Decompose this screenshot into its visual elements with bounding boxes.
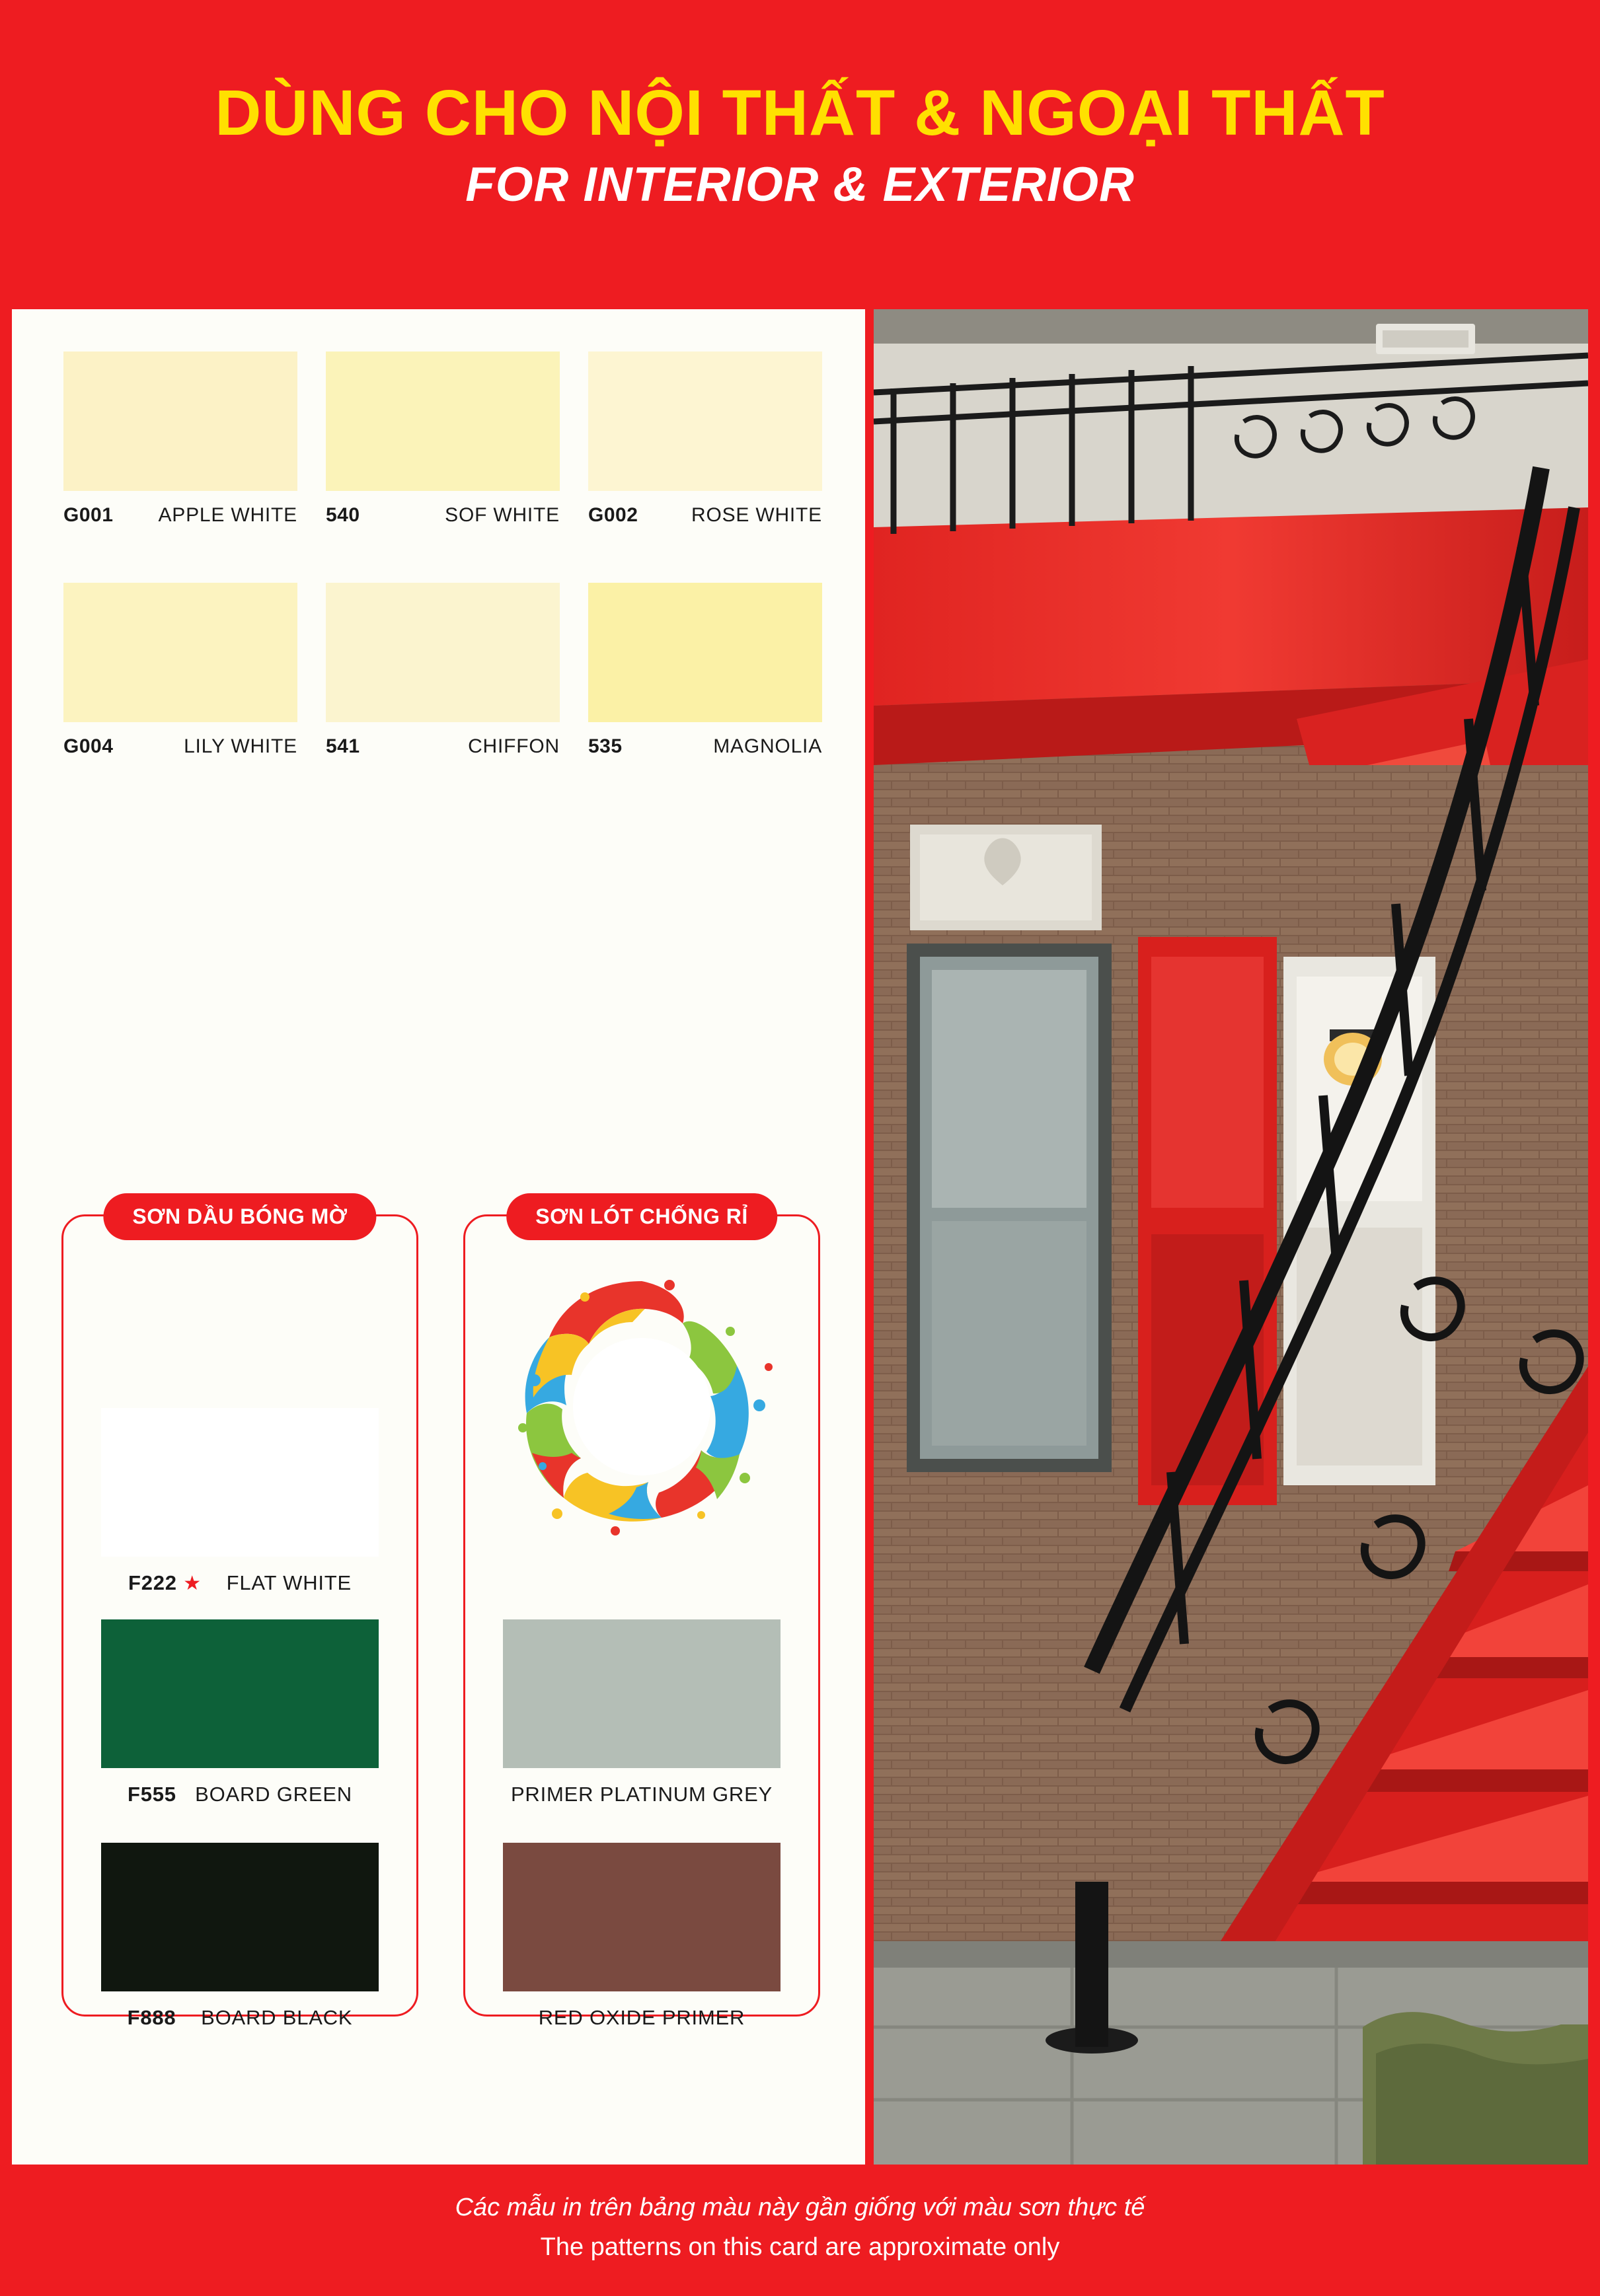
swatch-labels bbox=[326, 504, 560, 531]
product-name: RED OXIDE PRIMER bbox=[538, 2006, 745, 2029]
swatch-cell[interactable] bbox=[63, 583, 324, 762]
paint-splash-icon bbox=[503, 1268, 781, 1545]
swatch-labels bbox=[588, 504, 822, 531]
swatch-name: MAGNOLIA bbox=[713, 735, 822, 757]
product-chip bbox=[503, 1619, 781, 1768]
swatch-labels bbox=[63, 504, 297, 531]
product-name: BOARD GREEN bbox=[195, 1783, 352, 1806]
swatch-chip bbox=[326, 583, 560, 722]
footer-note-vi: Các mẫu in trên bảng màu này gần giống với màu sơn thực tế bbox=[455, 2194, 1145, 2221]
product-code: F555 bbox=[127, 1783, 176, 1806]
product-label bbox=[101, 1783, 379, 1806]
swatch-name: LILY WHITE bbox=[184, 735, 297, 757]
product-name: FLAT WHITE bbox=[226, 1571, 352, 1594]
product-item[interactable] bbox=[101, 1408, 379, 1595]
product-item[interactable] bbox=[503, 1843, 781, 2030]
swatch-name: APPLE WHITE bbox=[158, 504, 297, 526]
swatch-code: G001 bbox=[63, 504, 114, 526]
swatch-chip bbox=[63, 583, 297, 722]
swatch-labels bbox=[588, 735, 822, 762]
swatch-row bbox=[63, 352, 822, 583]
product-label bbox=[101, 1571, 379, 1595]
page-footer bbox=[0, 2165, 1600, 2296]
product-code: F888 bbox=[127, 2006, 176, 2029]
product-chip bbox=[101, 1619, 379, 1768]
swatch-code: 541 bbox=[326, 735, 360, 757]
star-icon: ★ bbox=[183, 1573, 202, 1594]
swatch-code: 535 bbox=[588, 735, 623, 757]
swatch-cell[interactable] bbox=[326, 583, 586, 762]
swatch-cell[interactable] bbox=[326, 352, 586, 531]
swatch-cell[interactable] bbox=[588, 583, 849, 762]
product-code: F222 bbox=[128, 1571, 177, 1594]
product-chip bbox=[101, 1843, 379, 1991]
product-boxes bbox=[61, 1191, 828, 2029]
swatch-name: SOF WHITE bbox=[445, 504, 560, 526]
swatch-name: ROSE WHITE bbox=[691, 504, 822, 526]
product-label bbox=[503, 2006, 781, 2030]
product-name: PRIMER PLATINUM GREY bbox=[510, 1783, 773, 1806]
swatch-chip bbox=[326, 352, 560, 491]
swatch-code: G002 bbox=[588, 504, 638, 526]
product-item[interactable] bbox=[101, 1619, 379, 1806]
product-label bbox=[503, 1783, 781, 1806]
swatch-cell[interactable] bbox=[588, 352, 849, 531]
footer-note-en: The patterns on this card are approximate only bbox=[540, 2233, 1060, 2261]
box-badge-label: SƠN LÓT CHỐNG RỈ bbox=[506, 1193, 777, 1240]
swatch-chip bbox=[63, 352, 297, 491]
product-label bbox=[101, 2006, 379, 2030]
page-subtitle: FOR INTERIOR & EXTERIOR bbox=[465, 158, 1135, 211]
swatch-code: G004 bbox=[63, 735, 114, 757]
swatch-panel bbox=[12, 309, 865, 2165]
swatch-chip bbox=[588, 583, 822, 722]
swatch-name: CHIFFON bbox=[468, 735, 560, 757]
product-chip bbox=[503, 1843, 781, 1991]
product-name: BOARD BLACK bbox=[201, 2006, 353, 2029]
exterior-staircase-photo bbox=[874, 309, 1588, 2165]
swatch-labels bbox=[63, 735, 297, 762]
product-box-gloss-oil-paint bbox=[61, 1204, 418, 2029]
page-header bbox=[0, 0, 1600, 309]
product-item[interactable] bbox=[101, 1843, 379, 2030]
product-box-anti-rust-primer bbox=[463, 1204, 820, 2029]
swatch-chip bbox=[588, 352, 822, 491]
swatch-cell[interactable] bbox=[63, 352, 324, 531]
swatch-code: 540 bbox=[326, 504, 360, 526]
product-item[interactable] bbox=[503, 1619, 781, 1806]
page-title: DÙNG CHO NỘI THẤT & NGOẠI THẤT bbox=[215, 77, 1385, 149]
product-chip bbox=[101, 1408, 379, 1557]
swatch-row bbox=[63, 583, 822, 814]
swatch-labels bbox=[326, 735, 560, 762]
top-swatch-grid bbox=[63, 352, 822, 814]
box-badge-label: SƠN DẦU BÓNG MỜ bbox=[103, 1193, 376, 1240]
